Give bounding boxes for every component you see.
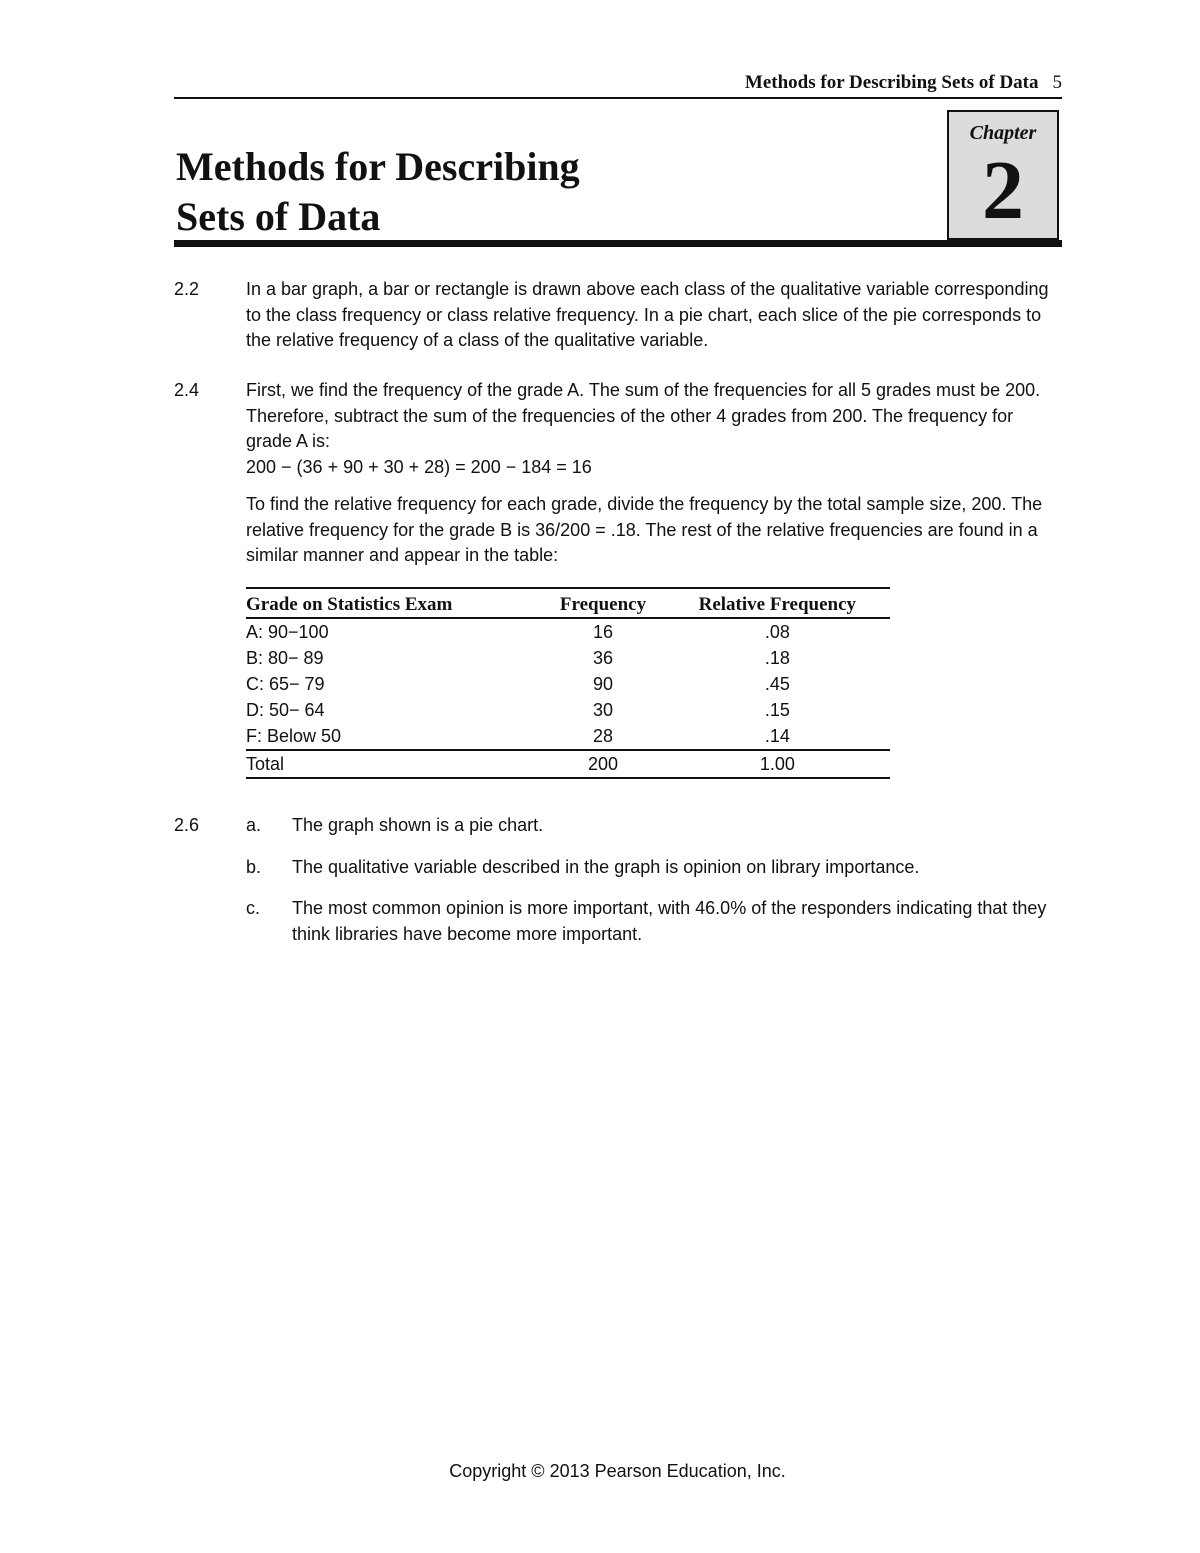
relative-frequency-cell: .14 [764,726,790,746]
column-header-relative-frequency: Relative Frequency [665,588,890,619]
chapter-number: 2 [982,144,1024,237]
frequency-cell: 36 [592,648,614,668]
answer-item-b [246,855,1056,881]
problem-number: 2.6 [174,815,200,835]
relative-frequency-cell: .08 [764,622,790,642]
total-label-cell: Total [246,750,541,778]
item-text: The graph shown is a pie chart. [292,815,544,835]
problem-intro: First, we find the frequency of the grade A. The sum of the frequencies for all 5 grades must be 200. Therefore, subtract the sum of the frequencies of the other 4 grades from 200. The frequency for grade A is: [246,380,1041,451]
item-letter: c. [246,898,261,918]
table-total-row [246,750,890,778]
title-rule [174,240,1062,247]
problem-number: 2.2 [174,279,200,299]
chapter-label: Chapter [969,122,1037,144]
chapter-title-line2: Sets of Data [176,194,381,239]
chapter-badge [947,110,1059,240]
column-header-frequency: Frequency [541,588,664,619]
column-header-grade: Grade on Statistics Exam [246,588,541,619]
header-rule [174,97,1062,99]
total-relative-frequency-cell: 1.00 [665,750,890,778]
total-frequency-cell: 200 [541,750,664,778]
item-letter: a. [246,815,262,835]
grade-cell: F: Below 50 [246,726,342,746]
chapter-title-line1: Methods for Describing [176,144,580,189]
problem-number: 2.4 [174,380,200,400]
table-row [246,618,890,645]
running-title: Methods for Describing Sets of Data [744,72,1039,93]
item-letter: b. [246,856,262,877]
table-header-row [246,588,890,619]
relative-frequency-cell: .45 [764,674,790,694]
relative-frequency-cell: .15 [764,700,790,720]
item-text: The most common opinion is more important, with 46.0% of the responders indicating that they think libraries have become more important. [292,898,1047,944]
table-row [246,723,890,750]
frequency-cell: 28 [592,726,614,746]
answer-item-c [246,896,1056,947]
problem-text: In a bar graph, a bar or rectangle is drawn above each class of the qualitative variable corresponding to the class frequency or class relative frequency. In a pie chart, each slice of the pie corresponds to the relative frequency of a class of the qualitative variable. [246,279,1049,350]
grade-cell: C: 65− 79 [246,674,325,694]
frequency-cell: 30 [592,700,614,720]
page-number: 5 [1052,72,1062,93]
running-header [176,72,1062,94]
frequency-table [246,587,890,780]
item-text: The qualitative variable described in the graph is opinion on library importance. [292,856,920,877]
frequency-cell: 16 [592,622,614,642]
grade-cell: B: 80− 89 [246,648,324,668]
chapter-title [176,142,580,242]
grade-cell: D: 50− 64 [246,700,325,720]
copyright-footer: Copyright © 2013 Pearson Education, Inc. [449,1461,786,1481]
table-row [246,671,890,697]
relative-frequency-cell: .18 [764,648,790,668]
frequency-cell: 90 [592,674,614,694]
equation: 200 − (36 + 90 + 30 + 28) = 200 − 184 = 16 [246,456,592,477]
grade-cell: A: 90−100 [246,622,329,642]
problem-followup: To find the relative frequency for each grade, divide the frequency by the total sample size, 200. The relative frequency for the grade B is 36/200 = .18. The rest of the relative frequencies are found in a similar manner and appear in the table: [246,494,1043,565]
answer-item-a [246,813,1056,839]
table-row [246,697,890,723]
table-row [246,645,890,671]
